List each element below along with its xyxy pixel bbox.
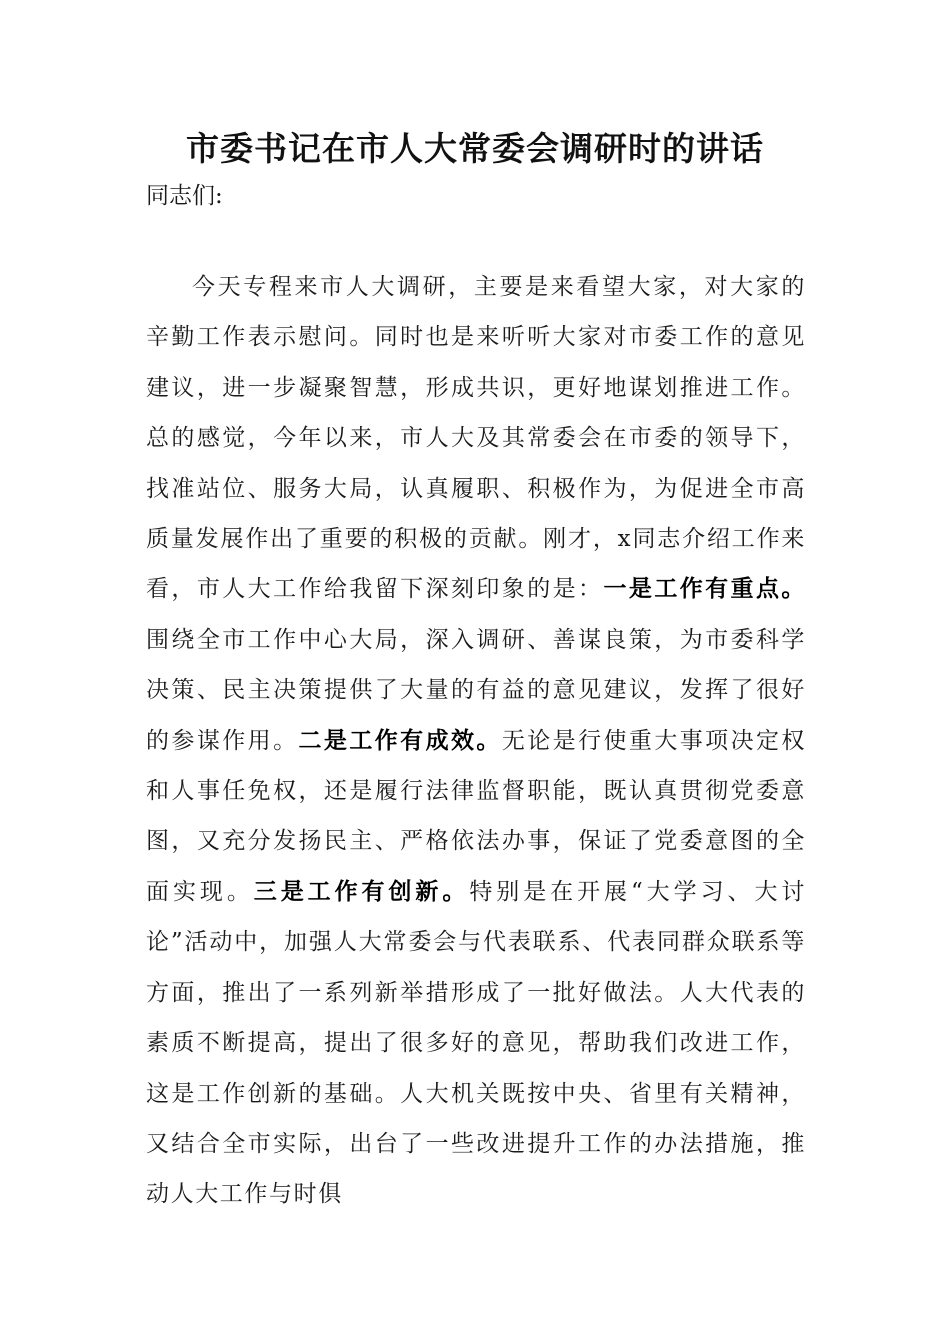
salutation: 同志们: xyxy=(146,183,223,209)
paragraph-run: 今天专程来市人大调研，主要是来看望大家，对大家的辛勤工作表示慰问。同时也是来听听大家对市委工作的意见建议，进一步凝聚智慧，形成共识，更好地谋划推进工作。总的感觉，今年以来，市人大及其常委会在市委的领导下，找准站位、服务大局，认真履职、积极作为，为促进全市高质量发展作出了重要的积极的贡献。刚才，x同志介绍工作来看，市人大工作给我留下深刻印象的是： xyxy=(146,274,806,603)
paragraph-heading-run: 一是工作有重点。 xyxy=(603,575,806,603)
paragraph-run: 围绕全市工作中心大局，深入调研、善谋良策，为市委科学决策、民主决策提供了大量的有益的意见建议，发挥了很好的参谋作用。 xyxy=(146,626,806,754)
document-title: 市委书记在市人大常委会调研时的讲话 xyxy=(186,129,764,168)
paragraph-run: 特别是在开展“大学习、大讨论”活动中，加强人大常委会与代表联系、代表同群众联系等方面，推出了一系列新举措形成了一批好做法。人大代表的素质不断提高，提出了很多好的意见，帮助我们改进工作，这是工作创新的基础。人大机关既按中央、省里有关精神，又结合全市实际，出台了一些改进提升工作的办法措施，推动人大工作与时俱 xyxy=(146,878,806,1208)
paragraph-heading-run: 二是工作有成效。 xyxy=(298,726,502,754)
paragraph-heading-run: 三是工作有创新。 xyxy=(253,877,470,905)
body-paragraph xyxy=(146,262,806,1220)
paragraph-run: 无论是行使重大事项决定权和人事任免权，还是履行法律监督职能，既认真贯彻党委意图，又充分发扬民主、严格依法办事，保证了党委意图的全面实现。 xyxy=(146,727,806,905)
